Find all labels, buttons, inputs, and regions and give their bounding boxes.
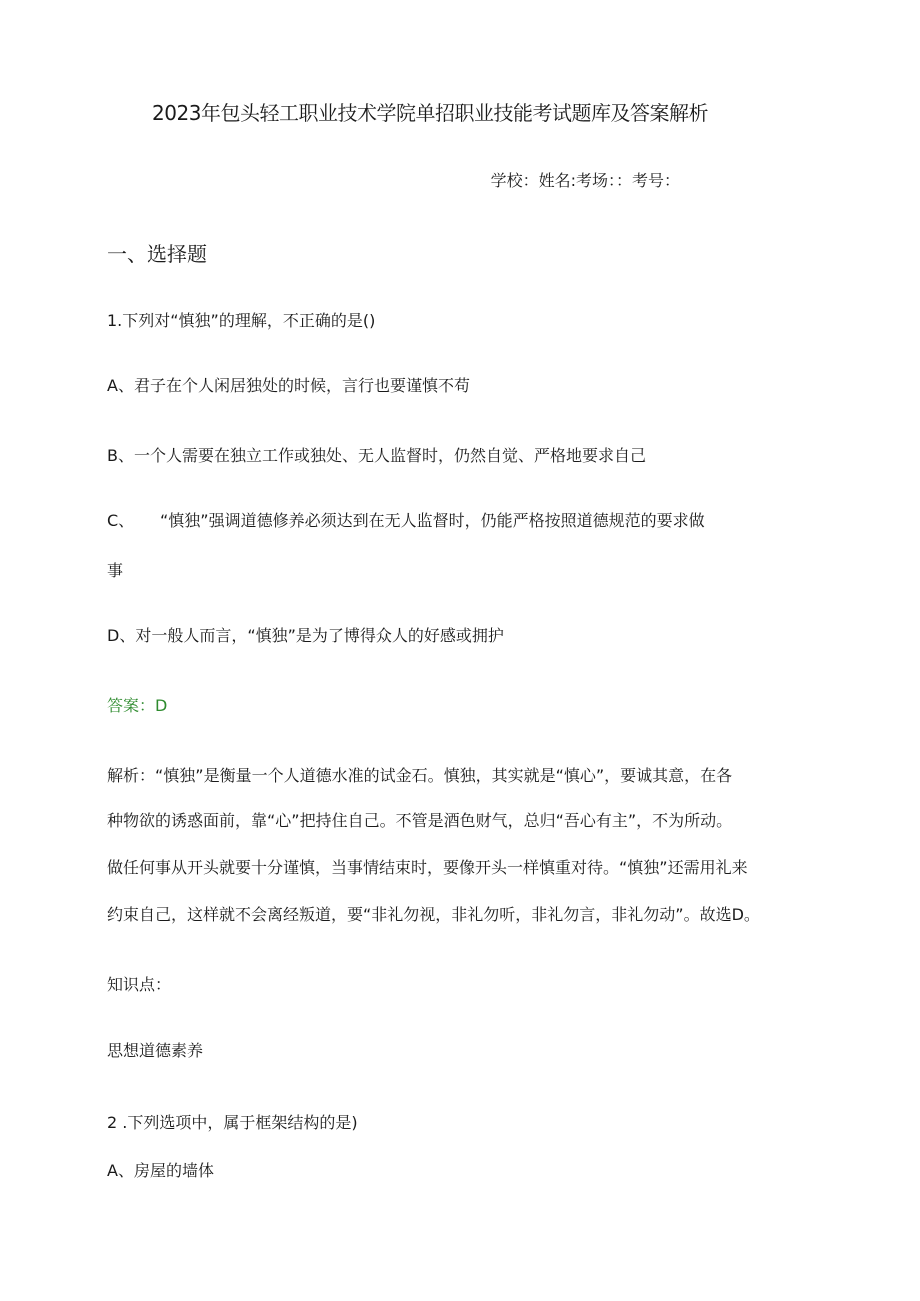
question-1-option-c-text: “慎独”强调道德修养必须达到在无人监督时，仍能严格按照道德规范的要求做 (160, 511, 705, 530)
question-2-option-a: A、房屋的墙体 (107, 1161, 214, 1180)
question-1-explanation-line: 约束自己，这样就不会离经叛道，要“非礼勿视，非礼勿听，非礼勿言，非礼勿动”。故选D。 (107, 905, 760, 924)
question-1-stem: 1.下列对“慎独”的理解，不正确的是() (107, 311, 376, 330)
document-title: 2023年包头轻工职业技术学院单招职业技能考试题库及答案解析 (152, 101, 708, 125)
question-2-stem: 2 .下列选项中，属于框架结构的是) (107, 1113, 358, 1132)
question-1-option-c-label: C、 (107, 511, 135, 530)
question-1-explanation-line: 解析：“慎独”是衡量一个人道德水准的试金石。慎独，其实就是“慎心”，要诚其意，在各 (107, 766, 733, 785)
question-1-option-b: B、一个人需要在独立工作或独处、无人监督时，仍然自觉、严格地要求自己 (107, 446, 646, 465)
knowledge-point-label: 知识点： (107, 975, 172, 994)
question-1-option-d: D、对一般人而言，“慎独”是为了博得众人的好感或拥护 (107, 626, 504, 645)
exam-info-line: 学校：姓名:考场：：考号： (490, 171, 680, 190)
question-1-answer: 答案：D (107, 696, 168, 715)
question-1-explanation-line: 做任何事从开头就要十分谨慎，当事情结束时，要像开头一样慎重对待。“慎独”还需用礼来 (107, 858, 748, 877)
question-1-option-c-continued: 事 (107, 561, 124, 580)
question-1-option-a: A、君子在个人闲居独处的时候，言行也要谨慎不苟 (107, 376, 470, 395)
section-heading: 一、选择题 (107, 242, 207, 266)
question-1-explanation-line: 种物欲的诱惑面前，靠“心”把持住自己。不管是酒色财气，总归“吾心有主”，不为所动。 (107, 811, 733, 830)
knowledge-point-value: 思想道德素养 (107, 1041, 204, 1060)
